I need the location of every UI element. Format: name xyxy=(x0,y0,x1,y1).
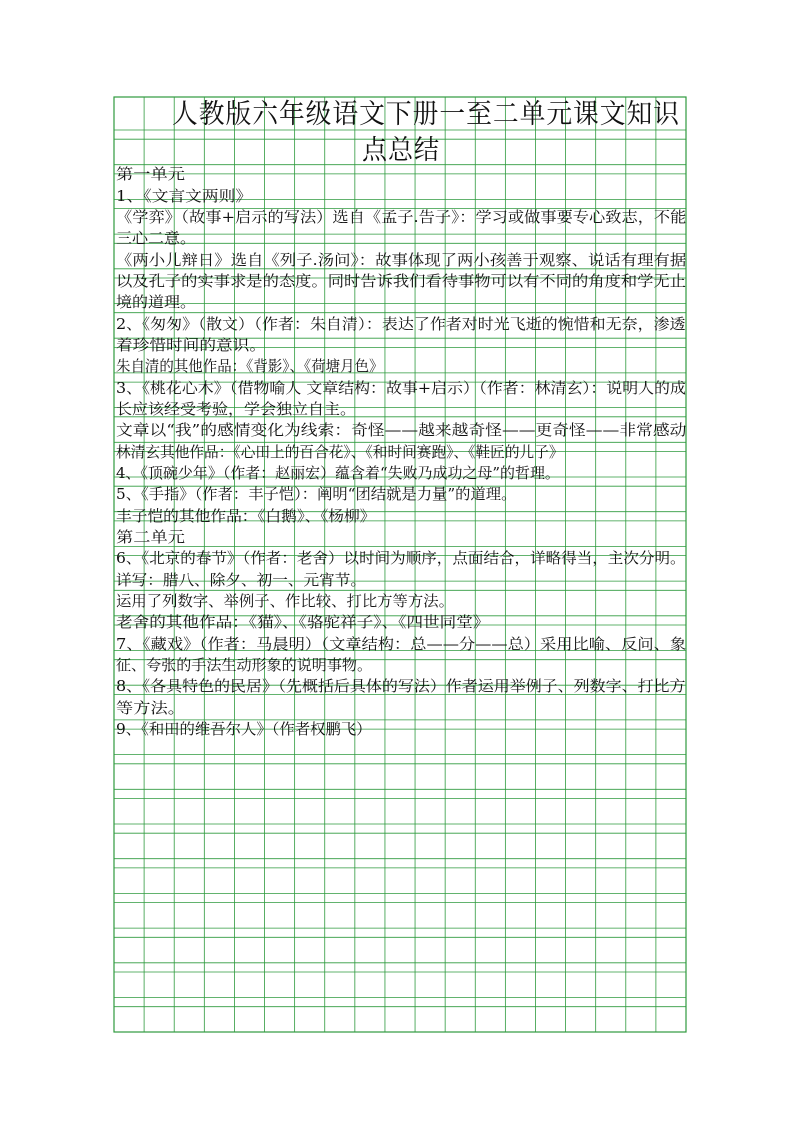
content-line: 1、《文言文两则》 xyxy=(116,187,253,205)
content-line: 第二单元 xyxy=(116,528,186,546)
content-line: 2、《匆匆》（散文）（作者：朱自清）：表达了作者对时光飞逝的惋惜和无奈，渗透 xyxy=(116,315,686,333)
content-line: 朱自清的其他作品：《背影》、《荷塘月色》 xyxy=(116,357,384,375)
content-line: 《学弈》（故事+启示的写法）选自《孟子.告子》：学习或做事要专心致志，不能 xyxy=(116,208,687,226)
content-line: 9、《和田的维吾尔人》（作者权鹏飞） xyxy=(116,720,372,738)
content-line: 老舍的其他作品：《猫》、《骆驼祥子》、《四世同堂》 xyxy=(116,613,490,631)
content-line: 6、《北京的春节》（作者：老舍）以时间为顺序，点面结合，详略得当，主次分明。 xyxy=(116,549,686,567)
content-line: 以及孔子的实事求是的态度。同时告诉我们看待事物可以有不同的角度和学无止 xyxy=(116,272,687,290)
content-line: 《两小儿辩日》选自《列子.汤问》：故事体现了两小孩善于观察、说话有理有据 xyxy=(116,251,687,269)
content-line: 三心二意。 xyxy=(116,229,197,247)
content-line: 8、《各具特色的民居》（先概括后具体的写法）作者运用举例子、列数字、打比方 xyxy=(116,677,686,695)
content-line: 运用了列数字、举例子、作比较、打比方等方法。 xyxy=(116,592,455,610)
content-line: 详写：腊八、除夕、初一、元宵节。 xyxy=(116,571,367,589)
content-line: 长应该经受考验，学会独立自主。 xyxy=(116,400,357,418)
content-line: 5、《手指》（作者：丰子恺）：阐明“团结就是力量”的道理。 xyxy=(116,485,517,503)
content-line: 征、夸张的手法生动形象的说明事物。 xyxy=(116,656,373,674)
content-line: 着珍惜时间的意识。 xyxy=(116,336,267,354)
content-line: 境的道理。 xyxy=(116,293,197,311)
document-title-line-2: 点总结 xyxy=(362,135,440,166)
content-line: 等方法。 xyxy=(116,699,186,717)
content-line: 丰子恺的其他作品：《白鹅》、《杨柳》 xyxy=(116,507,376,525)
content-line: 林清玄其他作品：《心田上的百合花》、《和时间赛跑》、《鞋匠的儿子》 xyxy=(116,443,564,461)
content-line: 3、《桃花心木》（借物喻人 文章结构：故事+启示）（作者：林清玄）：说明人的成 xyxy=(116,379,686,397)
content-line: 4、《顶碗少年》（作者：赵丽宏）蕴含着“失败乃成功之母”的哲理。 xyxy=(116,464,560,482)
content-line: 7、《藏戏》（作者：马晨明）（文章结构：总——分——总）采用比喻、反问、象 xyxy=(116,635,687,653)
content-line: 文章以“我”的感情变化为线索：奇怪——越来越奇怪——更奇怪——非常感动 xyxy=(116,421,687,439)
document-title-line-1: 人教版六年级语文下册一至二单元课文知识 xyxy=(172,99,680,130)
content-line: 第一单元 xyxy=(116,165,186,183)
